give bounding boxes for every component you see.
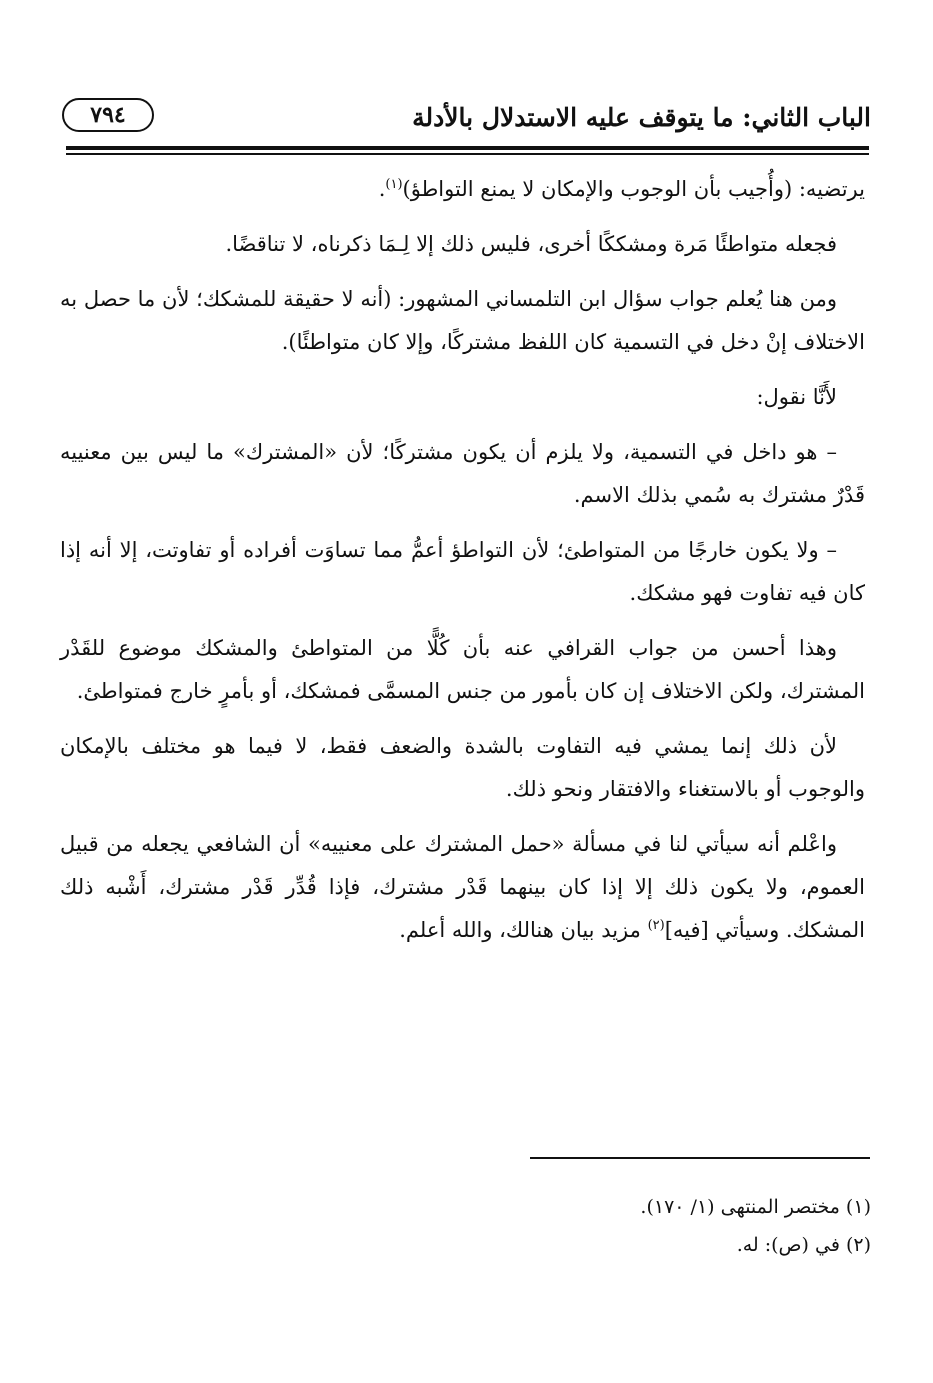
paragraph-9	[60, 823, 865, 952]
paragraph-text: يرتضيه: (وأُجيب بأن الوجوب والإمكان لا يمنع التواطؤ)	[402, 177, 865, 201]
paragraph-5: – هو داخل في التسمية، ولا يلزم أن يكون مشتركًا؛ لأن «المشترك» ما ليس بين معنييه قَدْرٌ مشترك به سُمي بذلك الاسم.	[60, 440, 865, 507]
paragraph-tail: مزيد بيان هنالك، والله أعلم.	[399, 918, 648, 942]
paragraph-8: لأن ذلك إنما يمشي فيه التفاوت بالشدة والضعف فقط، لا فيما هو مختلف بالإمكان والوجوب أو بالاستغناء والافتقار ونحو ذلك.	[60, 734, 865, 801]
paragraph-tail: .	[378, 177, 386, 201]
paragraph-3: ومن هنا يُعلم جواب سؤال ابن التلمساني المشهور: (أنه لا حقيقة للمشكك؛ لأن ما حصل به الاختلاف إنْ دخل في التسمية كان اللفظ مشتركًا، وإلا كان متواطئًا).	[60, 287, 865, 354]
header-rule-thick	[66, 146, 869, 150]
paragraph-2: فجعله متواطئًا مَرة ومشككًا أخرى، فليس ذلك إلا لِـمَا ذكرناه، لا تناقضًا.	[225, 232, 837, 256]
paragraph-6: – ولا يكون خارجًا من المتواطئ؛ لأن التواطؤ أعمُّ مما تساوَت أفراده أو تفاوتت، إلا أنه إذا كان فيه تفاوت فهو مشكك.	[60, 538, 865, 605]
footnote-ref-2: (٢)	[647, 918, 665, 933]
footnote-separator	[530, 1157, 870, 1159]
paragraph-4: لأَنَّا نقول:	[756, 385, 837, 409]
paragraph-text: واعْلم أنه سيأتي لنا في مسألة «حمل المشترك على معنييه» أن الشافعي يجعله من قبيل العموم، ولا يكون ذلك إلا إذا كان بينهما قَدْر مشترك، فإذا قُدِّر قَدْر مشترك، أَشْبه ذلك المشكك. وسيأتي [فيه]	[60, 832, 865, 942]
paragraph-7: وهذا أحسن من جواب القرافي عنه بأن كُلًّا من المتواطئ والمشكك موضوع للقَدْر المشترك، ولكن الاختلاف إن كان بأمور من جنس المسمَّى فمشكك، أو بأمرٍ خارج فمتواطئ.	[60, 636, 865, 703]
page-header	[62, 98, 871, 144]
footnote-ref-1: (١)	[385, 177, 403, 192]
footnote-1: (١) مختصر المنتهى (١/ ١٧٠).	[640, 1196, 871, 1218]
header-rule-thin	[66, 153, 869, 155]
running-title: الباب الثاني: ما يتوقف عليه الاستدلال بالأدلة	[412, 103, 871, 132]
footnote-2: (٢) في (ص): له.	[736, 1234, 871, 1256]
footnotes	[60, 1188, 871, 1264]
paragraph-1	[60, 168, 865, 211]
body-text	[60, 168, 865, 964]
page-number-badge: ٧٩٤	[62, 98, 154, 132]
